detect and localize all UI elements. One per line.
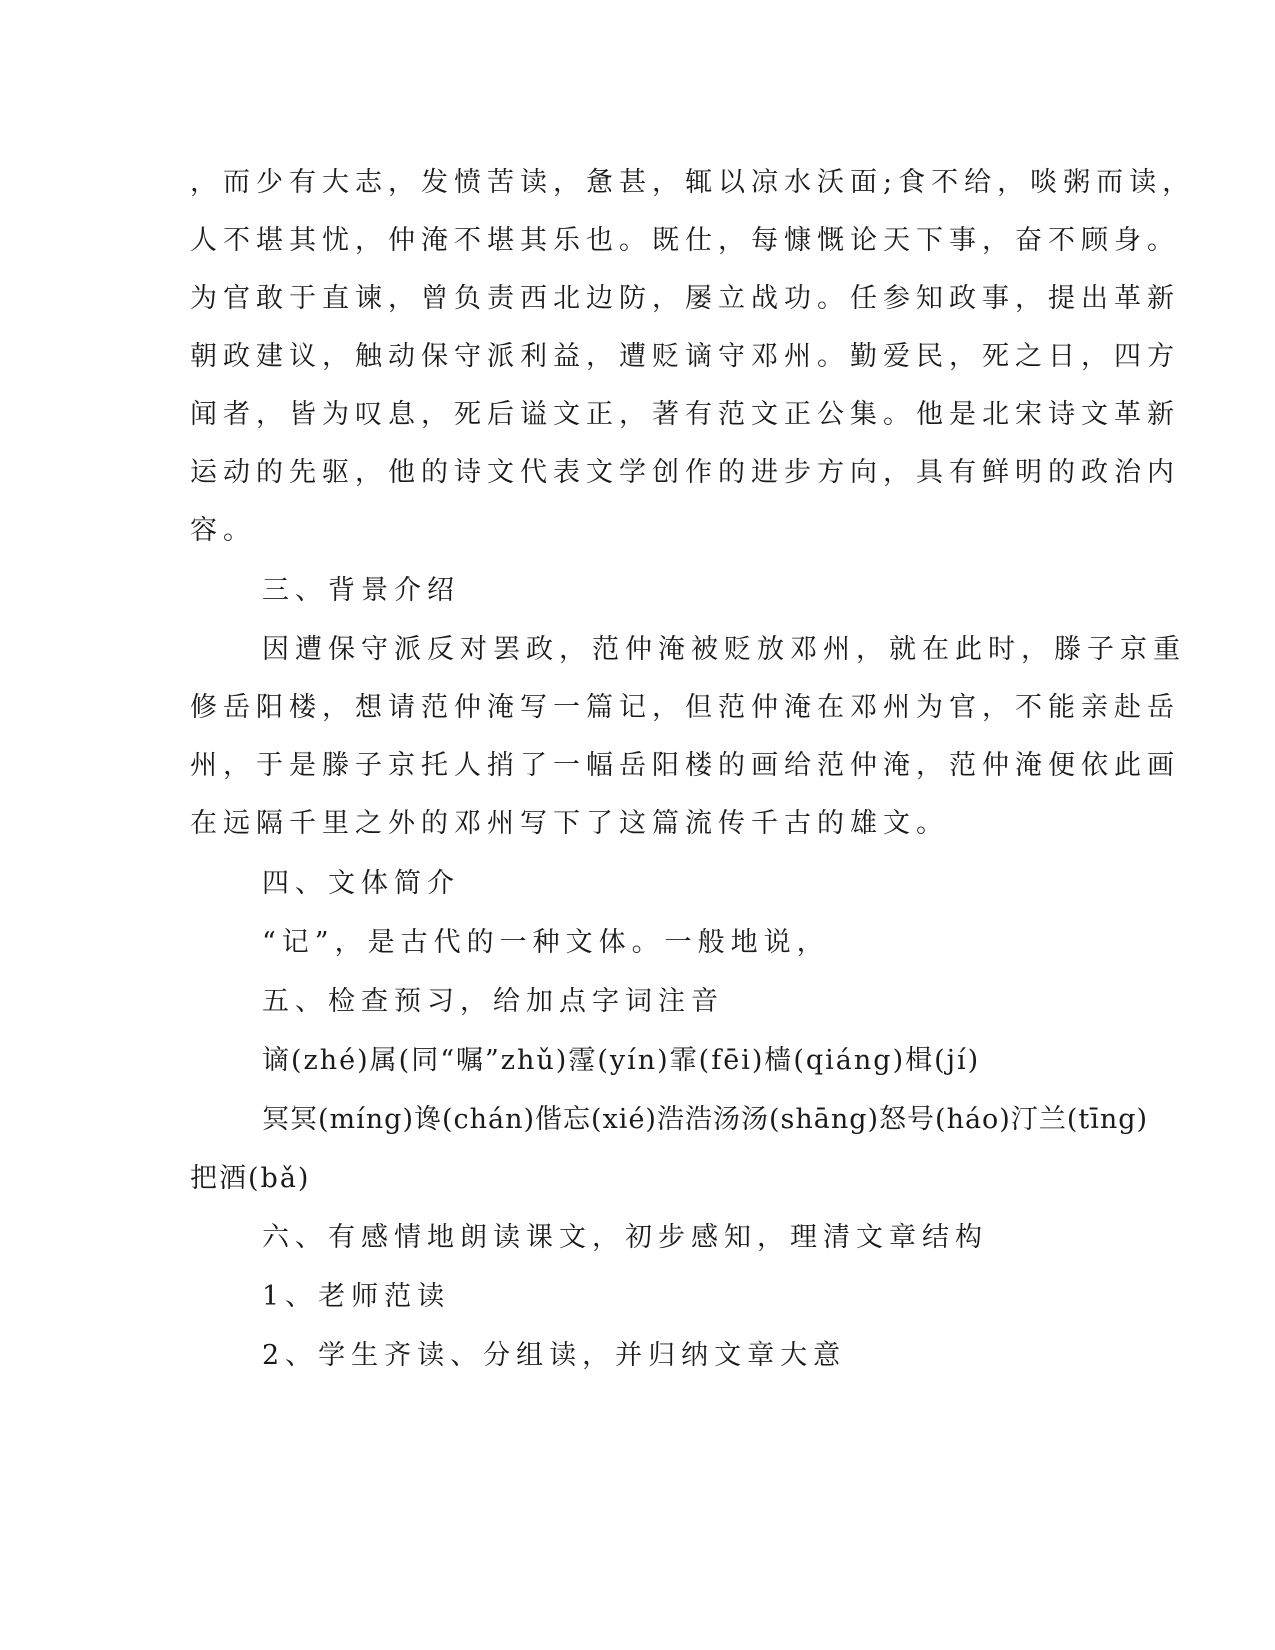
background-line-2: 修岳阳楼，想请范仲淹写一篇记，但范仲淹在邓州为官，不能亲赴岳: [190, 692, 1180, 723]
bio-line-2: 人不堪其忧，仲淹不堪其乐也。既仕，每慷慨论天下事，奋不顾身。: [190, 225, 1180, 256]
pinyin-line-2: 冥冥(míng)谗(chán)偕忘(xié)浩浩汤汤(shāng)怒号(háo)汀兰(tīng): [262, 1104, 1149, 1135]
step-2: 2、学生齐读、分组读，并归纳文章大意: [262, 1340, 847, 1371]
bio-line-1: ，而少有大志，发愤苦读，惫甚，辄以凉水沃面;食不给，啖粥而读，: [190, 167, 1196, 198]
section-heading-preview: 五、检查预习，给加点字词注音: [262, 986, 724, 1017]
step-1: 1、老师范读: [262, 1281, 451, 1312]
background-line-1: 因遭保守派反对罢政，范仲淹被贬放邓州，就在此时，滕子京重: [262, 634, 1186, 665]
bio-line-7: 容。: [190, 515, 256, 546]
pinyin-line-3: 把酒(bǎ): [190, 1163, 311, 1194]
background-line-3: 州，于是滕子京托人捎了一幅岳阳楼的画给范仲淹，范仲淹便依此画: [190, 750, 1180, 781]
section-heading-background: 三、背景介绍: [262, 575, 460, 606]
bio-line-3: 为官敢于直谏，曾负责西北边防，屡立战功。任参知政事，提出革新: [190, 283, 1180, 314]
genre-text: “记”，是古代的一种文体。一般地说，: [262, 927, 830, 958]
section-heading-reading: 六、有感情地朗读课文，初步感知，理清文章结构: [262, 1222, 988, 1253]
bio-line-4: 朝政建议，触动保守派利益，遭贬谪守邓州。勤爱民，死之日，四方: [190, 341, 1180, 372]
section-heading-genre: 四、文体简介: [262, 868, 460, 899]
pinyin-line-1: 谪(zhé)属(同“嘱”zhǔ)霪(yín)霏(fēi)樯(qiáng)楫(jí): [262, 1045, 981, 1076]
bio-line-5: 闻者，皆为叹息，死后谥文正，著有范文正公集。他是北宋诗文革新: [190, 399, 1180, 430]
bio-line-6: 运动的先驱，他的诗文代表文学创作的进步方向，具有鲜明的政治内: [190, 457, 1180, 488]
background-line-4: 在远隔千里之外的邓州写下了这篇流传千古的雄文。: [190, 808, 949, 839]
